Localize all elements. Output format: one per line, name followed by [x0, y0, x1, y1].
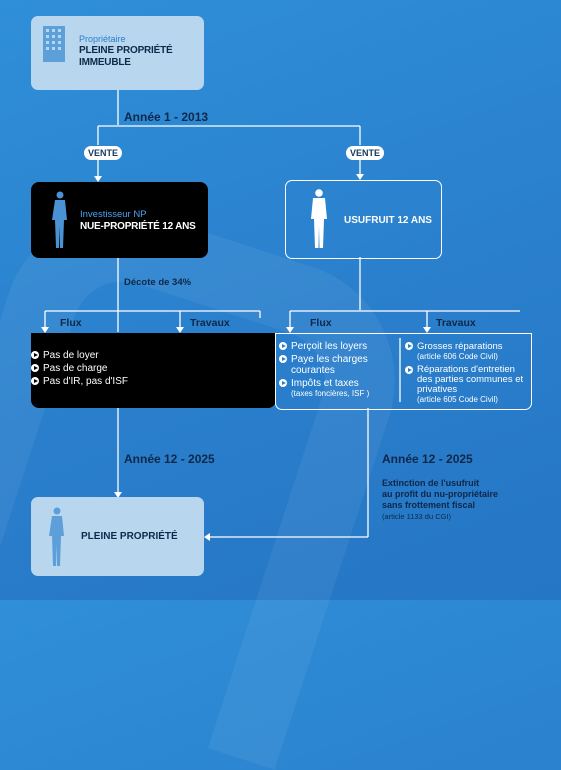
- extinction-line-3: sans frottement fiscal: [382, 500, 476, 510]
- list-item-note: (article 605 Code Civil): [417, 395, 498, 404]
- right-flux-box: [275, 333, 532, 410]
- sale-left-badge: VENTE: [84, 146, 122, 160]
- extinction-line-2: au profit du nu-propriétaire: [382, 489, 498, 499]
- left-flux-label: Flux: [60, 317, 82, 329]
- right-travaux-label: Travaux: [436, 317, 476, 329]
- right-flux-label: Flux: [310, 317, 332, 329]
- full-ownership-title: PLEINE PROPRIÉTÉ: [81, 531, 178, 542]
- arrow-bullet-icon: [279, 342, 287, 350]
- year-end-left-label: Année 12 - 2025: [124, 452, 215, 466]
- building-icon: [43, 26, 65, 62]
- arrow-bullet-icon: [31, 351, 39, 359]
- left-flux-box: [31, 333, 276, 408]
- arrow-bullet-icon: [31, 364, 39, 372]
- list-item: Grosses réparations: [405, 341, 527, 352]
- usufruct-box: [285, 180, 442, 259]
- year-start-label: Année 1 - 2013: [124, 110, 209, 124]
- arrow-bullet-icon: [405, 366, 413, 374]
- owner-title-2: IMMEUBLE: [79, 57, 131, 68]
- person-icon: [310, 189, 328, 249]
- left-travaux-label: Travaux: [190, 317, 230, 329]
- list-item: Pas de loyer: [31, 350, 128, 361]
- extinction-text: [382, 478, 532, 522]
- list-item-note: (taxes foncières, ISF ): [291, 389, 370, 398]
- full-ownership-box: [31, 497, 204, 576]
- left-flux-list: [31, 350, 128, 389]
- arrow-bullet-icon: [405, 342, 413, 350]
- sale-right-badge: VENTE: [346, 146, 384, 160]
- right-flux-list: [279, 341, 397, 399]
- arrow-bullet-icon: [279, 379, 287, 387]
- right-travaux-list: [405, 341, 527, 405]
- extinction-line-1: Extinction de l'usufruit: [382, 478, 480, 488]
- list-item-note: (article 606 Code Civil): [417, 352, 498, 361]
- person-icon: [52, 191, 68, 249]
- usufruct-title: USUFRUIT 12 ANS: [344, 215, 432, 226]
- list-item: Pas d'IR, pas d'ISF: [31, 376, 128, 387]
- list-item: Pas de charge: [31, 363, 128, 374]
- owner-box: [31, 16, 204, 90]
- arrow-bullet-icon: [279, 355, 287, 363]
- list-item: Paye les charges courantes: [279, 354, 397, 376]
- year-end-right-label: Année 12 - 2025: [382, 452, 473, 466]
- investor-role: Investisseur NP: [80, 209, 147, 220]
- owner-title-1: PLEINE PROPRIÉTÉ: [79, 45, 173, 56]
- investor-title: NUE-PROPRIÉTÉ 12 ANS: [80, 221, 196, 232]
- list-item: Réparations d'entretien des parties communes et privatives: [405, 365, 527, 395]
- investor-box: [31, 182, 208, 258]
- person-icon: [49, 507, 65, 567]
- discount-label: Décote de 34%: [124, 277, 192, 288]
- extinction-note: (article 1133 du CGI): [382, 512, 452, 521]
- owner-role: Propriétaire: [79, 34, 126, 44]
- arrow-bullet-icon: [31, 377, 39, 385]
- list-item: Perçoit les loyers: [279, 341, 397, 352]
- list-item: Impôts et taxes: [279, 378, 397, 389]
